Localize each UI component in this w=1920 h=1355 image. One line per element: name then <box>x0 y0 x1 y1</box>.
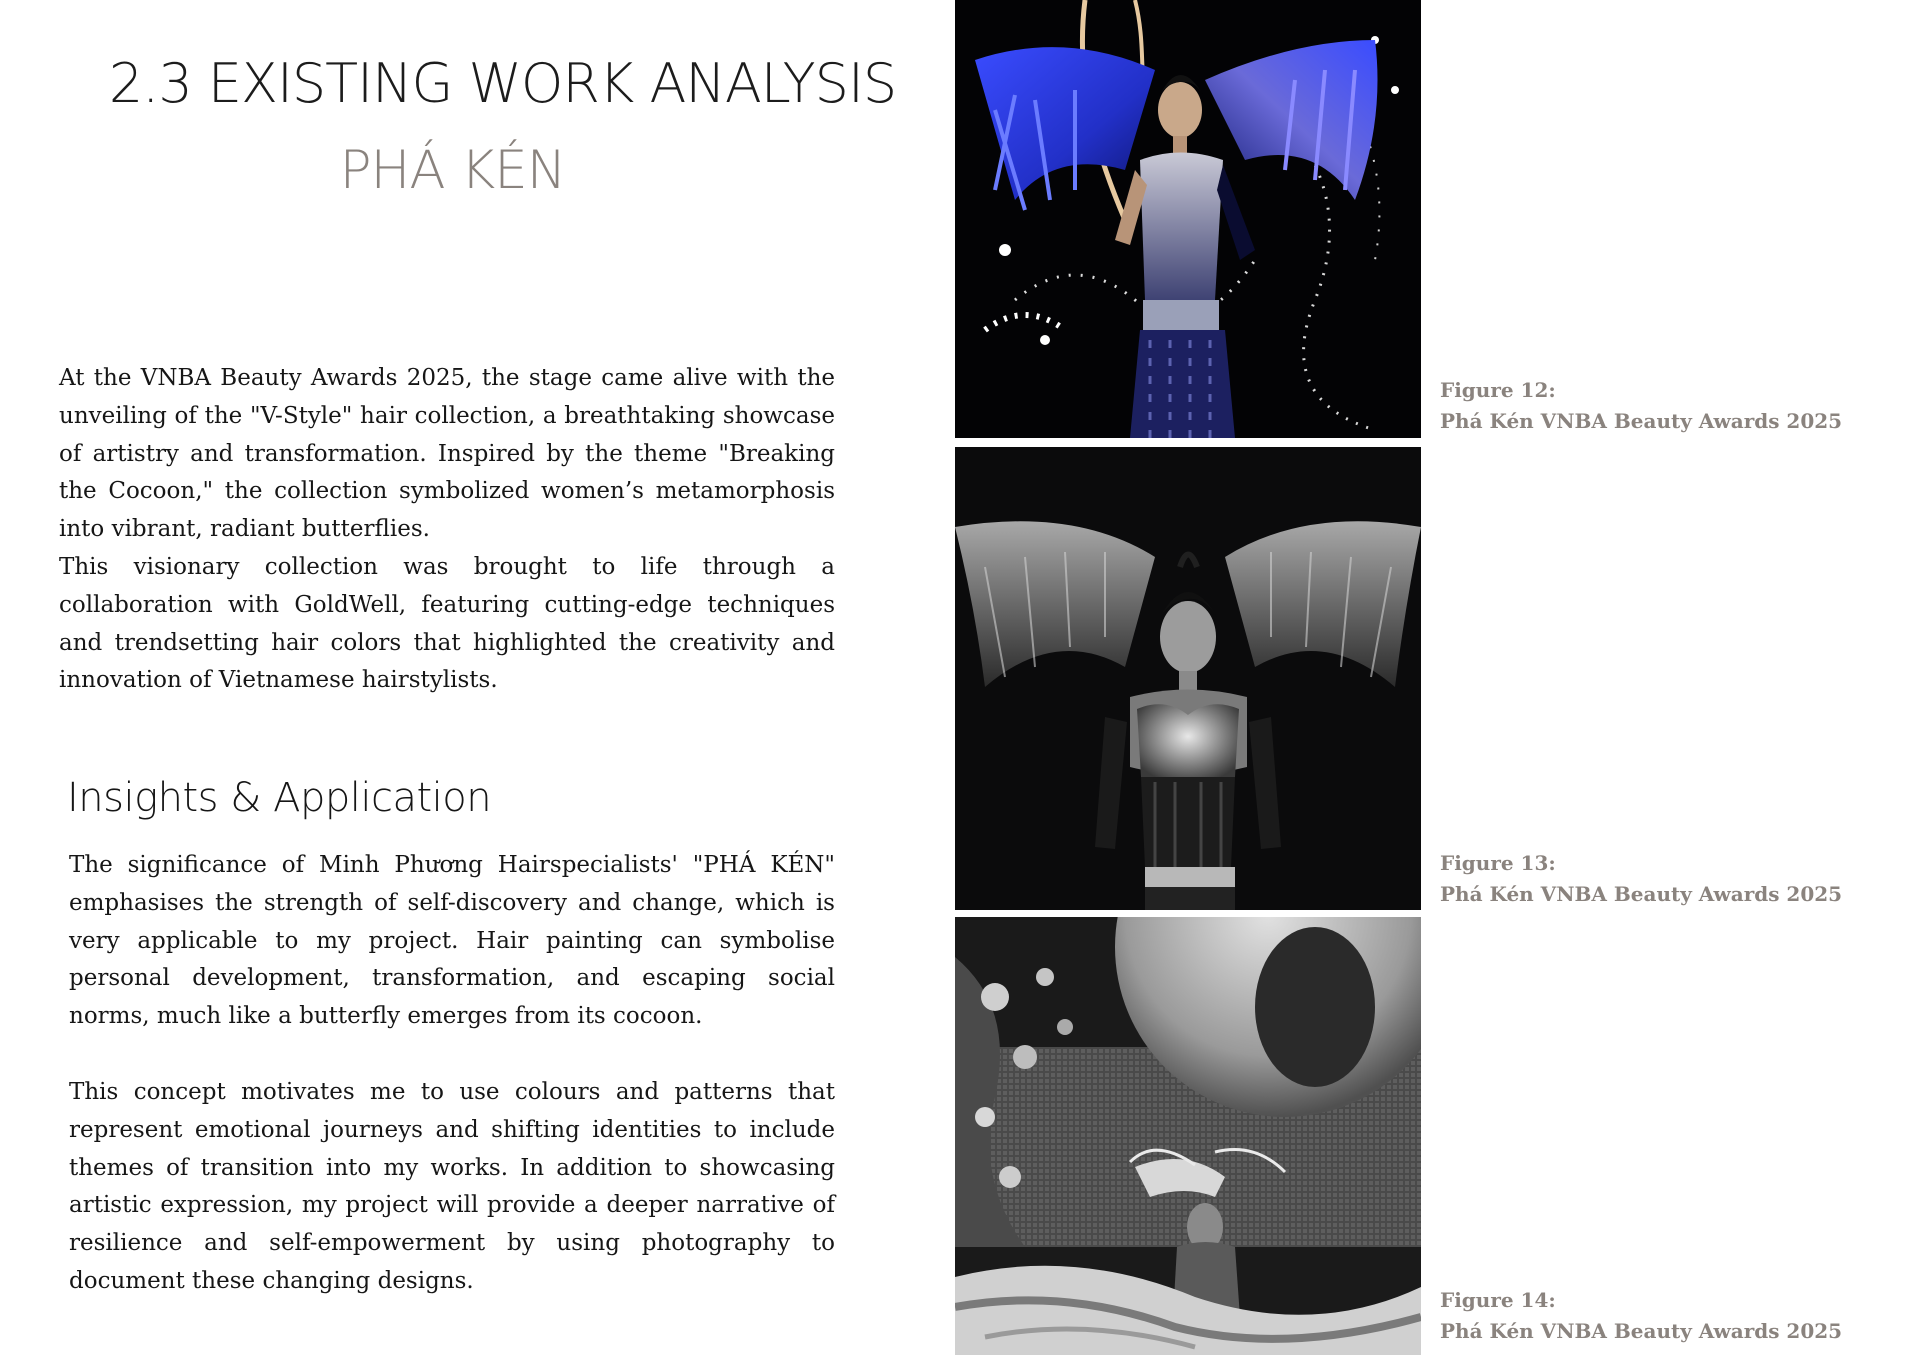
figure-13-photo <box>955 447 1421 910</box>
figure-label: Figure 14: <box>1440 1288 1556 1312</box>
figure-14-caption <box>1440 1285 1900 1347</box>
intro-paragraph-2: This visionary collection was brought to life through a collaboration with GoldWell, featuring cutting-edge techniques and trendsetting hair colors that highlighted the creativity and innovation of Vietnamese hairstylists. <box>59 554 835 694</box>
figure-14-photo <box>955 917 1421 1355</box>
figure-12-caption <box>1440 375 1900 437</box>
page-subtitle: PHÁ KÉN <box>339 140 566 201</box>
figure-caption-text: Phá Kén VNBA Beauty Awards 2025 <box>1440 409 1843 433</box>
insights-heading: Insights & Application <box>67 775 492 821</box>
figure-caption-text: Phá Kén VNBA Beauty Awards 2025 <box>1440 1319 1843 1343</box>
figure-12-photo <box>955 0 1421 438</box>
insights-paragraph-1: The significance of Minh Phương Hairspecialists' "PHÁ KÉN" emphasises the strength of self-discovery and change, which is very applicable to my project. Hair painting can symbolise personal development, transformation, and escaping social norms, much like a butterfly emerges from its cocoon. <box>69 852 835 1030</box>
figure-13-caption <box>1440 848 1900 910</box>
figure-label: Figure 13: <box>1440 851 1556 875</box>
runway-photo-blue-wings-icon <box>955 0 1421 438</box>
intro-paragraph-1: At the VNBA Beauty Awards 2025, the stage came alive with the unveiling of the "V-Style" hair collection, a breathtaking showcase of artistry and transformation. Inspired by the theme "Breaking the Cocoon," the collection symbolized women’s metamorphosis into vibrant, radiant butterflies. <box>59 365 835 543</box>
figure-caption-text: Phá Kén VNBA Beauty Awards 2025 <box>1440 882 1843 906</box>
page-title: 2.3 EXISTING WORK ANALYSIS <box>108 52 897 115</box>
figure-label: Figure 12: <box>1440 378 1556 402</box>
insights-paragraph-2: This concept motivates me to use colours and patterns that represent emotional journeys and shifting identities to include themes of transition into my works. In addition to showcasing artistic expression, my project will provide a deeper narrative of resilience and self-empowerment by using photography to document these changing designs. <box>69 1079 835 1294</box>
runway-photo-bw-portrait-icon <box>955 447 1421 910</box>
runway-photo-bw-moon-icon <box>955 917 1421 1355</box>
